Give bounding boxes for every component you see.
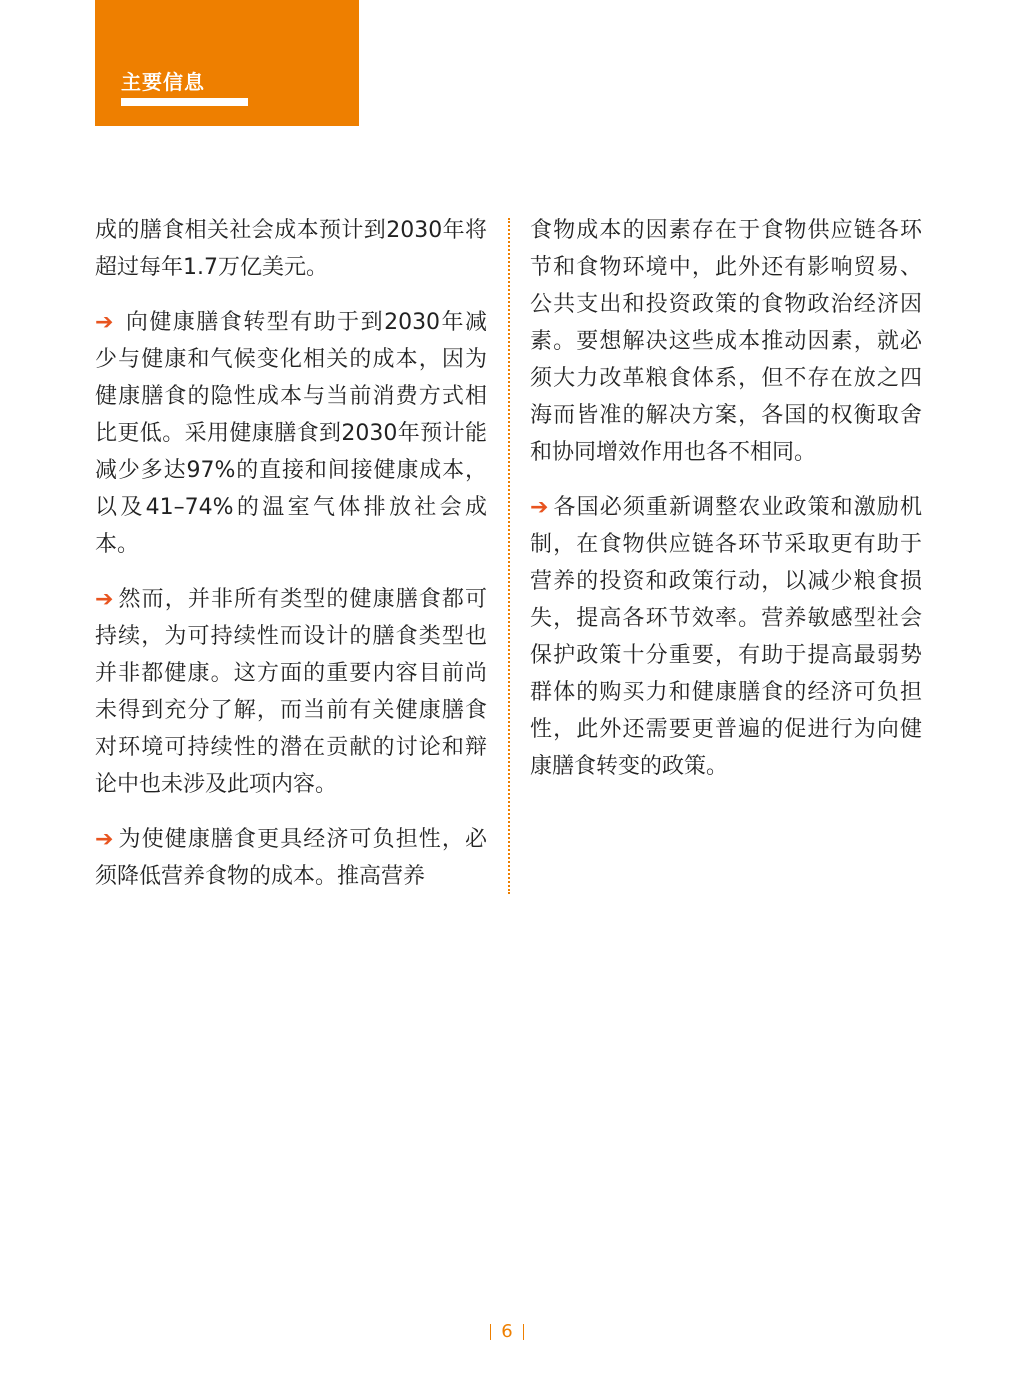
page-number-right-bar xyxy=(523,1324,524,1340)
paragraph-text: 各国必须重新调整农业政策和激励机制，在食物供应链各环节采取更有助于营养的投资和政策行动，以减少粮食损失，提高各环节效率。营养敏感型社会保护政策十分重要，有助于提高最弱势群体的购买力和健康膳食的经济可负担性，此外还需要更普遍的促进行为向健康膳食转变的政策。 xyxy=(530,495,922,779)
paragraph-text: 成的膳食相关社会成本预计到2030年将超过每年1.7万亿美元。 xyxy=(95,218,487,280)
section-title: 主要信息 xyxy=(121,70,205,94)
bullet-paragraph xyxy=(530,489,922,785)
bullet-paragraph xyxy=(95,581,487,803)
page-number-value: 6 xyxy=(501,1321,513,1342)
right-column xyxy=(530,212,922,803)
paragraph xyxy=(530,212,922,471)
page-number-left-bar xyxy=(490,1324,491,1340)
arrow-right-icon: ➔ xyxy=(95,827,114,852)
paragraph xyxy=(95,212,487,286)
section-header-tab xyxy=(95,0,359,126)
bullet-paragraph xyxy=(95,821,487,895)
page-number xyxy=(0,1320,1014,1344)
bullet-paragraph xyxy=(95,304,487,563)
section-title-underline xyxy=(121,98,248,106)
arrow-right-icon: ➔ xyxy=(95,587,114,612)
arrow-right-icon: ➔ xyxy=(95,310,114,335)
paragraph-text: 然而，并非所有类型的健康膳食都可持续，为可持续性而设计的膳食类型也并非都健康。这方面的重要内容目前尚未得到充分了解，而当前有关健康膳食对环境可持续性的潜在贡献的讨论和辩论中也未涉及此项内容。 xyxy=(95,587,487,797)
paragraph-text: 食物成本的因素存在于食物供应链各环节和食物环境中，此外还有影响贸易、公共支出和投资政策的食物政治经济因素。要想解决这些成本推动因素，就必须大力改革粮食体系，但不存在放之四海而皆准的解决方案，各国的权衡取舍和协同增效作用也各不相同。 xyxy=(530,218,922,465)
paragraph-text: 为使健康膳食更具经济可负担性，必须降低营养食物的成本。推高营养 xyxy=(95,827,487,889)
paragraph-text: 向健康膳食转型有助于到2030年减少与健康和气候变化相关的成本，因为健康膳食的隐性成本与当前消费方式相比更低。采用健康膳食到2030年预计能减少多达97%的直接和间接健康成本，以及41–74%的温室气体排放社会成本。 xyxy=(95,310,487,557)
left-column xyxy=(95,212,487,913)
column-divider xyxy=(508,218,510,894)
arrow-right-icon: ➔ xyxy=(530,495,549,520)
